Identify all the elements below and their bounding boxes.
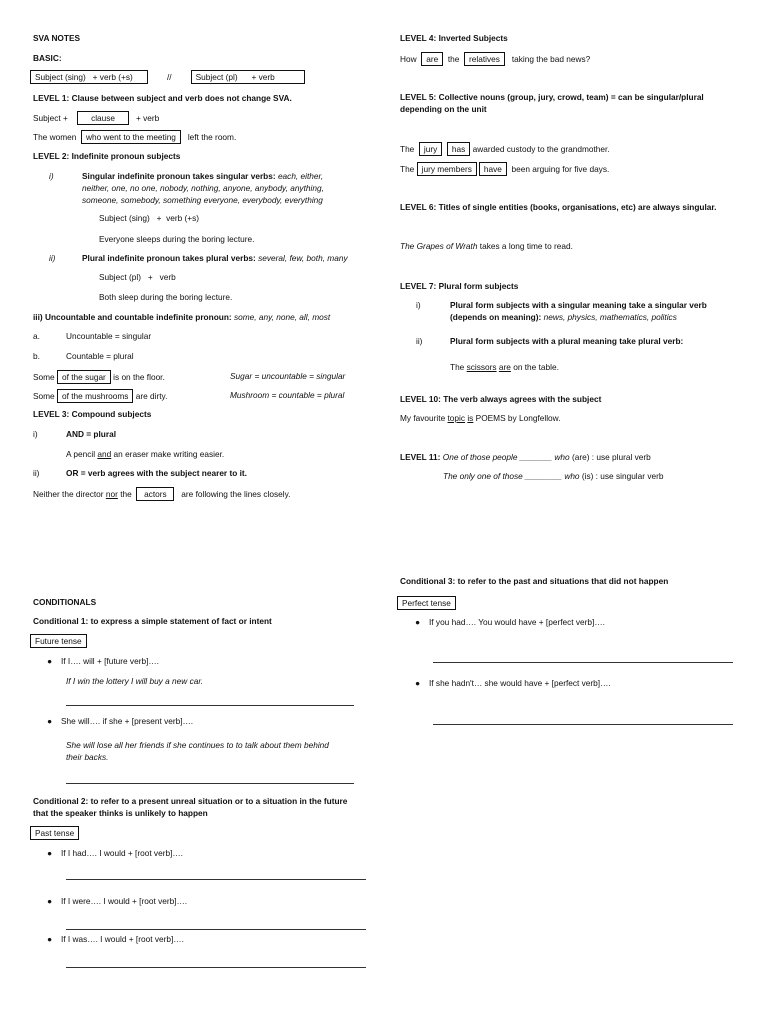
level7-ii-label: ii) [416,336,423,346]
c2-bullet-3: ● If I was…. I would + [root verb]…. [47,934,184,944]
level6-heading: LEVEL 6: Titles of single entities (books, organisations, etc) are always singular. [400,202,717,212]
c1-answer-line-1[interactable] [66,705,354,706]
past-tense-label: Past tense [30,826,79,840]
level2-b-label: b. [33,351,40,361]
level2-i-list-3: someone, somebody, something everyone, everybody, everything [82,195,323,205]
level5-heading-1: LEVEL 5: Collective nouns (group, jury, crowd, team) = can be singular/plural [400,92,704,102]
level2-i-example: Everyone sleeps during the boring lecture. [99,234,255,244]
level3-ii-label: ii) [33,468,40,478]
c1-bullet-2: ● She will…. if she + [present verb]…. [47,716,194,726]
level7-i-text-1: Plural form subjects with a singular meaning take a singular verb [450,300,707,310]
level7-i-text-2: (depends on meaning): news, physics, mathematics, politics [450,312,677,322]
level2-heading: LEVEL 2: Indefinite pronoun subjects [33,151,181,161]
level11-line-2: The only one of those ________ who (is) : use singular verb [443,471,664,481]
basic-formula [30,70,305,84]
c1-example-2-line1: She will lose all her friends if she continues to to talk about them behind [66,740,329,750]
actors-box: actors [136,487,174,501]
clause-box: clause [77,111,129,125]
level2-a-label: a. [33,331,40,341]
level2-i-list-2: neither, one, no one, nobody, nothing, anyone, anybody, anything, [82,183,324,193]
level4-heading: LEVEL 4: Inverted Subjects [400,33,508,43]
mushroom-box: of the mushrooms [57,389,133,403]
relatives-box: relatives [464,52,505,66]
future-tense-label: Future tense [30,634,87,648]
level3-i-text: AND = plural [66,429,117,439]
level2-a-text: Uncountable = singular [66,331,152,341]
c1-answer-line-2[interactable] [66,783,354,784]
c3-answer-line-2[interactable] [433,724,733,725]
sugar-box: of the sugar [57,370,111,384]
level2-iii-text: iii) Uncountable and countable indefinite pronoun: some, any, none, all, most [33,312,331,322]
level2-i-number: i) [49,171,54,181]
level5-example-2: The jury members have been arguing for five days. [400,164,610,174]
basic-plural-box: Subject (pl) + verb [191,70,305,84]
level2-i-text: Singular indefinite pronoun takes singular verbs: each, either, [82,171,324,181]
level1-heading: LEVEL 1: Clause between subject and verb does not change SVA. [33,93,292,103]
c3-answer-line-1[interactable] [433,662,733,663]
basic-separator: // [167,72,172,82]
c1-example-2-line2: their backs. [66,752,109,762]
level3-ii-text: OR = verb agrees with the subject nearer to it. [66,468,247,478]
level7-heading: LEVEL 7: Plural form subjects [400,281,519,291]
basic-heading: BASIC: [33,53,62,63]
c2-bullet-1: ● If I had…. I would + [root verb]…. [47,848,183,858]
basic-singular-box: Subject (sing) + verb (+s) [30,70,148,84]
level3-heading: LEVEL 3: Compound subjects [33,409,152,419]
has-box: has [447,142,470,156]
jury-box: jury [419,142,442,156]
level4-example: How are the relatives taking the bad news? [400,54,591,64]
level3-i-label: i) [33,429,38,439]
level5-heading-2: depending on the unit [400,104,487,114]
c1-example-1: If I win the lottery I will buy a new car. [66,676,204,686]
sugar-example: Some of the sugar is on the floor. [33,372,165,382]
sugar-note: Sugar = uncountable = singular [230,371,346,381]
c1-bullet-1: ● If I…. will + [future verb]…. [47,656,159,666]
c2-answer-line-2[interactable] [66,929,366,930]
mushroom-note: Mushroom = countable = plural [230,390,345,400]
page-title: SVA NOTES [33,33,81,43]
level11-line-1: LEVEL 11: One of those people _______ who (are) : use plural verb [400,452,651,462]
level7-ii-text: Plural form subjects with a plural meaning take plural verb: [450,336,684,346]
level5-example-1: The jury has awarded custody to the grandmother. [400,144,610,154]
level1-example: The women who went to the meeting left the room. [33,132,237,142]
level1-formula: Subject + clause + verb [33,113,160,123]
level2-ii-number: ii) [49,253,56,263]
conditional2-heading-2: that the speaker thinks is unlikely to happen [33,808,208,818]
level10-example: My favourite topic is POEMS by Longfellow. [400,413,561,423]
level6-example: The Grapes of Wrath takes a long time to read. [400,241,573,251]
c2-bullet-2: ● If I were…. I would + [root verb]…. [47,896,188,906]
c2-answer-line-1[interactable] [66,879,366,880]
conditional1-heading: Conditional 1: to express a simple statement of fact or intent [33,616,272,626]
level2-ii-formula: Subject (pl) + verb [99,272,176,282]
mushroom-example: Some of the mushrooms are dirty. [33,391,168,401]
perfect-tense-label: Perfect tense [397,596,456,610]
level3-i-example: A pencil and an eraser make writing easier. [66,449,225,459]
conditional3-heading: Conditional 3: to refer to the past and situations that did not happen [400,576,669,586]
level2-i-formula: Subject (sing) + verb (+s) [99,213,200,223]
conditionals-heading: CONDITIONALS [33,597,97,607]
level2-b-text: Countable = plural [66,351,134,361]
level7-example: The scissors are on the table. [450,362,559,372]
have-box: have [479,162,507,176]
level2-ii-example: Both sleep during the boring lecture. [99,292,233,302]
jury-members-box: jury members [417,162,477,176]
level3-ii-example: Neither the director nor the actors are following the lines closely. [33,489,291,499]
c3-bullet-1: ● If you had…. You would have + [perfect verb]…. [415,617,605,627]
conditional2-heading-1: Conditional 2: to refer to a present unreal situation or to a situation in the future [33,796,348,806]
level2-ii-text: Plural indefinite pronoun takes plural verbs: several, few, both, many [82,253,348,263]
relative-clause-box: who went to the meeting [81,130,181,144]
level10-heading: LEVEL 10: The verb always agrees with the subject [400,394,602,404]
c3-bullet-2: ● If she hadn't… she would have + [perfect verb]…. [415,678,611,688]
level7-i-label: i) [416,300,421,310]
are-box: are [421,52,443,66]
c2-answer-line-3[interactable] [66,967,366,968]
